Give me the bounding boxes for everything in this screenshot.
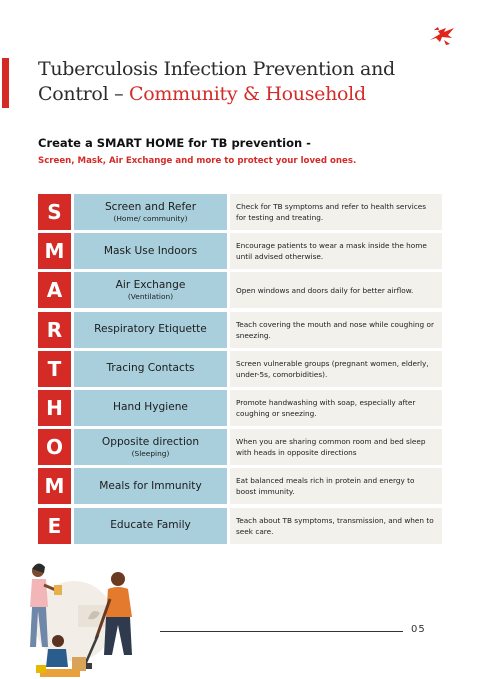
row-letter: R — [38, 312, 71, 348]
row-description: Check for TB symptoms and refer to health services for testing and treating. — [230, 194, 442, 230]
row-description: Teach about TB symptoms, transmission, and when to seek care. — [230, 508, 442, 544]
row-description: Encourage patients to wear a mask inside the home until advised otherwise. — [230, 233, 442, 269]
topic-title: Opposite direction — [101, 435, 200, 448]
row-letter: T — [38, 351, 71, 387]
page-number: 05 — [411, 624, 426, 635]
accent-bar — [2, 58, 9, 108]
row-letter: M — [38, 233, 71, 269]
topic-title: Hand Hygiene — [113, 401, 188, 414]
table-row — [38, 351, 442, 387]
msf-logo-icon — [424, 22, 458, 48]
row-topic — [74, 468, 227, 504]
row-description: Eat balanced meals rich in protein and energy to boost immunity. — [230, 468, 442, 504]
table-row — [38, 429, 442, 465]
row-letter: A — [38, 272, 71, 308]
topic-title: Educate Family — [110, 519, 191, 531]
row-topic — [74, 194, 227, 230]
row-description: Teach covering the mouth and nose while coughing or sneezing. — [230, 312, 442, 348]
topic-title: Air Exchange — [115, 278, 186, 291]
row-description: Promote handwashing with soap, especially after coughing or sneezing. — [230, 390, 442, 426]
row-letter: M — [38, 468, 71, 504]
table-row — [38, 233, 442, 269]
row-topic — [74, 272, 227, 308]
row-topic — [74, 351, 227, 387]
table-row — [38, 272, 442, 308]
row-topic — [74, 312, 227, 348]
table-row — [38, 194, 442, 230]
row-description: Screen vulnerable groups (pregnant women, elderly, under-5s, comorbidities). — [230, 351, 442, 387]
topic-title: Screen and Refer — [104, 200, 197, 213]
title-line-1: Tuberculosis Infection Prevention and — [38, 58, 395, 80]
family-cleaning-illustration-icon — [18, 555, 168, 679]
title-line-2 — [38, 82, 468, 107]
table-row — [38, 390, 442, 426]
topic-subtitle: (Sleeping) — [131, 448, 170, 458]
topic-title: Meals for Immunity — [99, 479, 202, 492]
row-topic — [74, 390, 227, 426]
row-letter: O — [38, 429, 71, 465]
table-row — [38, 312, 442, 348]
table-row — [38, 508, 442, 544]
table-row — [38, 468, 442, 504]
topic-subtitle: (Ventilation) — [127, 291, 174, 301]
row-description: When you are sharing common room and bed sleep with heads in opposite directions — [230, 429, 442, 465]
row-description: Open windows and doors daily for better airflow. — [230, 272, 442, 308]
topic-subtitle: (Home/ community) — [113, 213, 188, 223]
row-topic — [74, 429, 227, 465]
row-topic — [74, 233, 227, 269]
section-heading: Create a SMART HOME for TB prevention - — [38, 136, 311, 150]
smart-home-table — [38, 194, 442, 547]
row-letter: H — [38, 390, 71, 426]
topic-title: Mask Use Indoors — [103, 244, 198, 257]
topic-title: Respiratory Etiquette — [94, 323, 207, 336]
title-prefix: Control – — [38, 83, 130, 105]
title-highlight: Community & Household — [129, 83, 366, 105]
topic-title: Tracing Contacts — [106, 362, 195, 375]
section-subheading: Screen, Mask, Air Exchange and more to protect your loved ones. — [38, 156, 357, 166]
row-topic — [74, 508, 227, 544]
row-letter: E — [38, 508, 71, 544]
row-letter: S — [38, 194, 71, 230]
page-title — [38, 57, 468, 107]
footer-divider — [160, 631, 403, 632]
